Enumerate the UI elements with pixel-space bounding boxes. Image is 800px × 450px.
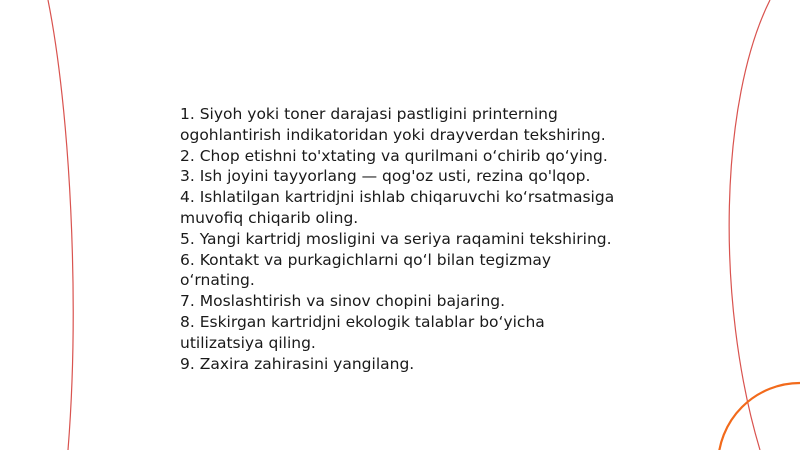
step-8: 8. Eskirgan kartridjni ekologik talablar bo‘yicha utilizatsiya qiling.	[180, 312, 545, 352]
right-curve-decoration	[729, 0, 770, 450]
step-2: 2. Chop etishni to'xtating va qurilmani o‘chirib qo‘ying.	[180, 146, 608, 165]
step-4: 4. Ishlatilgan kartridjni ishlab chiqaruvchi ko‘rsatmasiga muvofiq chiqarib oling.	[180, 188, 615, 227]
step-3: 3. Ish joyini tayyorlang — qog'oz usti, rezina qo'lqop.	[180, 167, 591, 186]
step-7: 7. Moslashtirish va sinov chopini bajaring.	[180, 292, 506, 311]
step-6: 6. Kontakt va purkagichlarni qo‘l bilan tegizmay o‘rnating.	[180, 250, 552, 290]
left-curve-decoration	[48, 0, 73, 450]
step-5: 5. Yangi kartridj mosligini va seriya raqamini tekshiring.	[180, 229, 612, 248]
steps-list	[180, 104, 620, 374]
orange-arc-decoration	[718, 383, 800, 450]
step-1: 1. Siyoh yoki toner darajasi pastligini printerning ogohlantirish indikatoridan yoki drayverdan tekshiring.	[180, 105, 606, 144]
step-9: 9. Zaxira zahirasini yangilang.	[180, 354, 415, 373]
